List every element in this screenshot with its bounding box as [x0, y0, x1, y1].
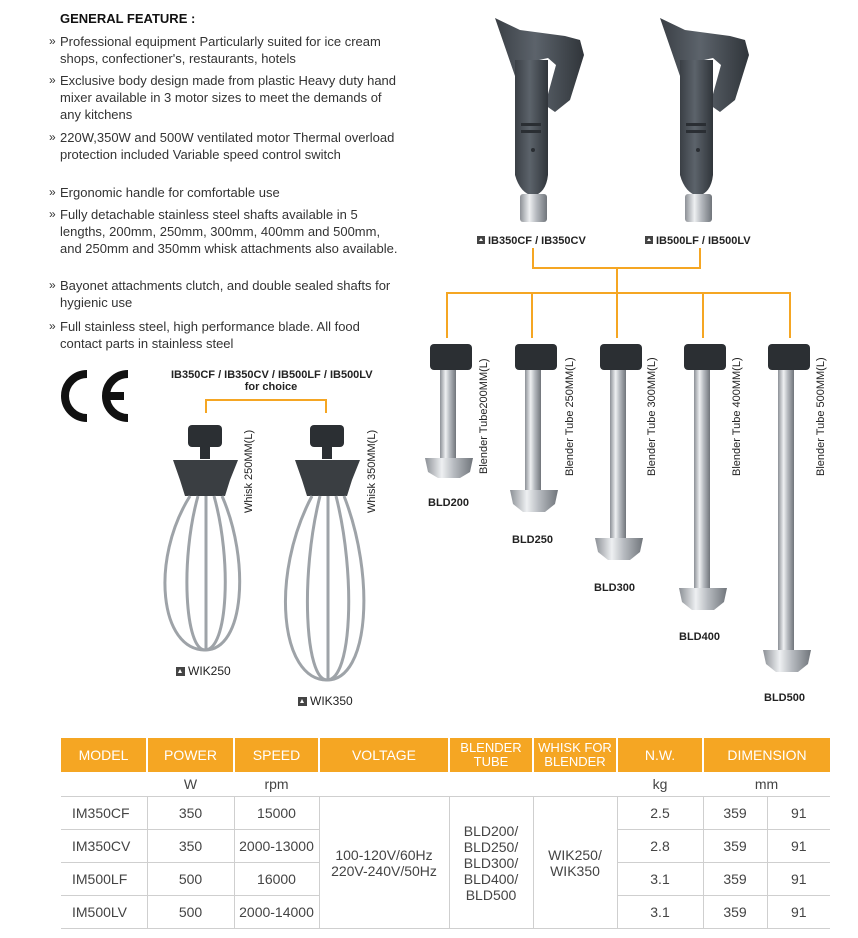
mixer-ib500 [660, 18, 749, 222]
table-header-row [61, 738, 830, 772]
header-blender-tube: BLENDER TUBE [449, 738, 533, 772]
photo-icon [645, 236, 653, 244]
header-nw: N.W. [617, 738, 703, 772]
whisk-name: WIK350 [298, 694, 353, 708]
voltage-cell: 100-120V/60Hz 220V-240V/50Hz [319, 797, 449, 929]
table-row: IM500LF 500 16000 3.1 359 91 [61, 863, 830, 896]
blender-length-label: Blender Tube 400MM(L) [731, 357, 743, 476]
units-row [61, 772, 830, 797]
unit-dimension: mm [703, 772, 830, 797]
mixer-label: IB350CF / IB350CV [477, 235, 586, 247]
blender-length-label: Blender Tube 300MM(L) [646, 357, 658, 476]
whisk-wik250 [165, 425, 240, 650]
mixer-ib350 [495, 18, 584, 222]
blender-tube-bld300 [595, 344, 643, 560]
blender-name: BLD500 [764, 692, 805, 704]
whisk-length-label: Whisk 250MM(L) [243, 429, 255, 513]
unit-speed: rpm [234, 772, 319, 797]
feature-item: » Full stainless steel, high performance blade. All food contact parts in stainless steel [49, 319, 360, 352]
feature-item: » Exclusive body design made from plastic Heavy duty hand mixer available in 3 motor sizes to meet the demands of any kitchens [49, 73, 397, 123]
blender-name: BLD300 [594, 582, 635, 594]
feature-item: » Fully detachable stainless steel shafts available in 5 lengths, 200mm, 250mm, 300mm, 400mm and 500mm, and 250mm and 350mm whisk attachments also available. [49, 207, 398, 257]
feature-item: » 220W,350W and 500W ventilated motor Thermal overload protection included Variable speed control switch [49, 130, 395, 163]
header-model: MODEL [61, 738, 147, 772]
header-dimension: DIMENSION [703, 738, 830, 772]
blender-tube-bld500 [763, 344, 811, 672]
unit-power: W [147, 772, 234, 797]
blender-tube-bld400 [679, 344, 727, 610]
blender-tube-cell: BLD200/ BLD250/ BLD300/ BLD400/ BLD500 [449, 797, 533, 929]
header-whisk: WHISK FOR BLENDER [533, 738, 617, 772]
table-row: IM350CV 350 2000-13000 2.8 359 91 [61, 830, 830, 863]
table-row: IM500LV 500 2000-14000 3.1 359 91 [61, 896, 830, 929]
blender-tube-bld200 [425, 344, 473, 478]
whisk-connector [206, 400, 326, 413]
spec-table [61, 738, 830, 929]
whisk-wik350 [285, 425, 363, 680]
unit-nw: kg [617, 772, 703, 797]
photo-icon [298, 697, 307, 706]
header-speed: SPEED [234, 738, 319, 772]
features-heading: GENERAL FEATURE : [60, 11, 196, 26]
table-row: IM350CF 350 15000 100-120V/60Hz 220V-240V/50Hz BLD200/ BLD250/ BLD300/ BLD400/ BLD500 WIK250/ WIK350 2.5 359 91 [61, 797, 830, 830]
whisk-length-label: Whisk 350MM(L) [366, 429, 378, 513]
feature-item: » Professional equipment Particularly suited for ice cream shops, confectioner's, restaurants, hotels [49, 34, 381, 67]
whisk-name: WIK250 [176, 664, 231, 678]
header-voltage: VOLTAGE [319, 738, 449, 772]
whisk-cell: WIK250/ WIK350 [533, 797, 617, 929]
feature-item: » Ergonomic handle for comfortable use [49, 185, 280, 200]
feature-item: » Bayonet attachments clutch, and double sealed shafts for hygienic use [49, 278, 391, 311]
blender-length-label: Blender Tube 500MM(L) [815, 357, 827, 476]
blender-name: BLD400 [679, 631, 720, 643]
blender-name: BLD200 [428, 497, 469, 509]
mixer-connector [447, 248, 790, 338]
mixer-label: IB500LF / IB500LV [645, 235, 751, 247]
header-power: POWER [147, 738, 234, 772]
blender-name: BLD250 [512, 534, 553, 546]
blender-tube-bld250 [510, 344, 558, 512]
photo-icon [477, 236, 485, 244]
photo-icon [176, 667, 185, 676]
blender-length-label: Blender Tube200MM(L) [478, 358, 490, 474]
blender-length-label: Blender Tube 250MM(L) [564, 357, 576, 476]
whisk-choice-label: IB350CF / IB350CV / IB500LF / IB500LV for choice [171, 369, 373, 393]
